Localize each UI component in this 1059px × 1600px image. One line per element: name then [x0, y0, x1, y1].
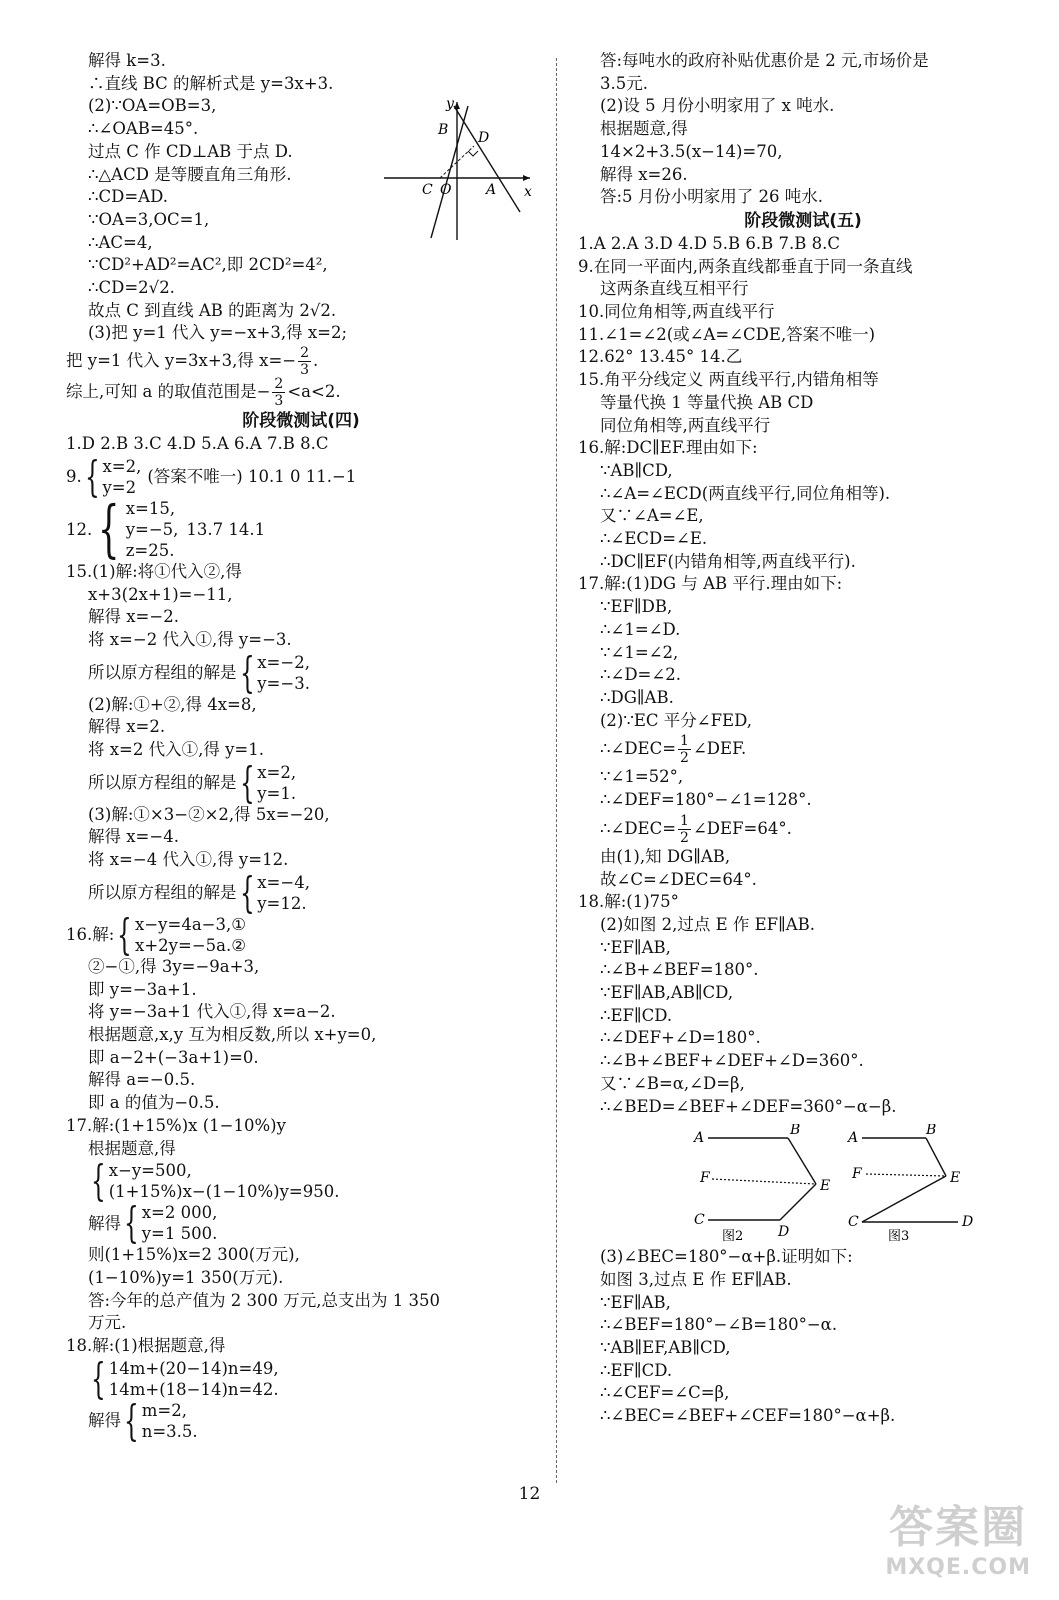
equation-row: z=25. [125, 540, 175, 560]
text-line: 3.5元. [600, 73, 648, 93]
watermark-url: MXQE.COM [885, 1555, 1031, 1580]
right-top-lines [578, 50, 1028, 209]
point-label-A: A [486, 182, 497, 198]
text-line: ∴∠CEF=∠C=β, [600, 1383, 730, 1403]
text-line: 同位角相等,两直线平行 [600, 415, 771, 435]
fraction: $\frac{2}{3}$ [300, 345, 310, 379]
fraction: $\frac{1}{2}$ [680, 733, 689, 767]
text-line: 即 a−2+(−3a+1)=0. [88, 1047, 259, 1067]
equation-row: y=1. [257, 783, 297, 803]
q17-right-mid [578, 766, 1028, 811]
text-line: ∵EF∥DB, [600, 597, 673, 617]
page-number: 12 [518, 1484, 541, 1504]
point-label-B: B [438, 122, 449, 138]
text-line: ∴∠B+∠BEF=180°. [600, 960, 759, 980]
point-label-C: C [422, 182, 433, 198]
text-line: 18.解:(1)根据题意,得 [66, 1336, 226, 1356]
text-line: (2)∵OA=OB=3, [88, 96, 217, 116]
text-line: ②−①,得 3y=−9a+3, [88, 956, 260, 976]
text-line: 答:5 月份小明家用了 26 吨水. [600, 187, 824, 207]
left-column [66, 50, 536, 1445]
equation-row: y=−5, [125, 519, 179, 539]
equation-row: x=2 000, [141, 1203, 218, 1223]
fraction: $\frac{1}{2}$ [680, 812, 689, 846]
text-line: ∴CD=2√2. [88, 278, 175, 298]
fig3-label-A: A [848, 1130, 859, 1147]
text-line: ∵OA=3,OC=1, [88, 209, 210, 229]
text-line: 将 x=−4 代入①,得 y=12. [88, 850, 289, 870]
text-line: ∵EF∥AB,AB∥CD, [600, 983, 734, 1003]
fig3-label-E: E [950, 1170, 961, 1187]
q18-head [66, 1335, 536, 1358]
text-line: 答:今年的总产值为 2 300 万元,总支出为 1 350 [88, 1290, 441, 1310]
text-line: ∴∠BEC=∠BEF+∠CEF=180°−α+β. [600, 1406, 896, 1426]
x-axis-label: x [524, 184, 532, 200]
text-line: ∴EF∥CD. [600, 1005, 673, 1025]
fig2-label-E: E [820, 1178, 831, 1195]
equation-row: m=2, [141, 1400, 187, 1420]
fig2-caption: 图2 [722, 1229, 744, 1245]
section-title-5: 阶段微测试(五) [744, 210, 862, 231]
text-line: (2)解:①+②,得 4x=8, [88, 694, 257, 714]
text-line: 14×2+3.5(x−14)=70, [600, 141, 783, 161]
text-line: 将 x=2 代入①,得 y=1. [88, 740, 264, 760]
equation-row: x=2, [102, 456, 142, 476]
fig2-label-F: F [700, 1170, 710, 1187]
text-line: 这两条直线互相平行 [600, 279, 749, 299]
text-line: ∴∠1=∠D. [600, 619, 681, 639]
text-line: ∴∠BEF=180°−∠B=180°−α. [600, 1315, 838, 1335]
equation-row: n=3.5. [141, 1421, 198, 1441]
text-line: (2)如图 2,过点 E 作 EF∥AB. [600, 914, 816, 934]
text-line: 解得 k=3. [88, 51, 166, 70]
text-line: 则(1+15%)x=2 300(万元), [88, 1245, 300, 1265]
text-line: 答:每吨水的政府补贴优惠价是 2 元,市场价是 [600, 51, 929, 70]
text-line: 由(1),知 DG∥AB, [600, 846, 731, 866]
text-line: 解得 x=−2. [88, 607, 179, 627]
text-line: 根据题意,x,y 互为相反数,所以 x+y=0, [88, 1024, 377, 1044]
q17-head [66, 1115, 536, 1160]
text-line: 过点 C 作 CD⊥AB 于点 D. [88, 141, 293, 161]
text-line: (1−10%)y=1 350(万元). [88, 1267, 284, 1287]
equation-row: y=2 [102, 477, 137, 497]
text-line: 12.62° 13.45° 14.乙 [578, 347, 743, 367]
equation-row: x=−2, [257, 652, 310, 672]
q18-system: { 14m+(20−14)n=49, 14m+(18−14)n=42. [91, 1353, 279, 1403]
frac-line-1: ∴∠DEC= $\frac{1}{2}$ ∠DEF. [600, 733, 747, 767]
q16-system: 16.解: { x−y=4a−3,① x+2y=−5a.② [66, 909, 247, 959]
text-line: 故点 C 到直线 AB 的距离为 2√2. [88, 300, 337, 320]
text-line: ∴∠OAB=45°. [88, 119, 199, 139]
text-line: ∵∠1=52°, [600, 767, 684, 787]
q16-lines [66, 956, 536, 1115]
text-line: 18.解:(1)75° [578, 892, 679, 912]
right-column [578, 50, 1028, 1428]
equation-row: x−y=500, [108, 1161, 192, 1181]
sec5-lines [578, 233, 1028, 732]
text-line: 根据题意,得 [600, 119, 688, 139]
q17-tail [66, 1244, 536, 1335]
y-axis-label: y [446, 100, 454, 112]
text-line: (2)∵EC 平分∠FED, [600, 710, 752, 730]
section-title-4: 阶段微测试(四) [242, 411, 360, 432]
text-line: 11.∠1=∠2(或∠A=∠CDE,答案不唯一) [578, 324, 876, 344]
range-line: 综上,可知 a 的取值范围是− $\frac{2}{3}$ <a<2. [66, 376, 341, 410]
text-line: ∴∠BED=∠BEF+∠DEF=360°−α−β. [600, 1096, 897, 1116]
text-line: 1.A 2.A 3.D 4.D 5.B 6.B 7.B 8.C [578, 233, 840, 253]
point-label-D: D [478, 130, 490, 146]
fig2-label-C: C [694, 1212, 705, 1229]
text-line: ∴∠D=∠2. [600, 665, 681, 685]
equation-row: x+2y=−5a.② [135, 935, 247, 955]
text-line: 9.在同一平面内,两条直线都垂直于同一条直线 [578, 256, 913, 276]
q15-solution-2: 所以原方程组的解是 { x=2, y=1. [88, 757, 297, 807]
equation-row: 14m+(18−14)n=42. [108, 1379, 279, 1399]
text-line: ∵AB∥CD, [600, 460, 673, 480]
q18-solution: 解得 { m=2, n=3.5. [88, 1395, 198, 1445]
text-line: ∴∠DEF+∠D=180°. [600, 1028, 761, 1048]
text-line: ∴EF∥CD. [600, 1360, 673, 1380]
equation-row: (1+15%)x−(1−10%)y=950. [108, 1182, 340, 1202]
equation-row: x=2, [257, 762, 297, 782]
equation-row: x=15, [125, 498, 176, 518]
q15-lines [66, 561, 536, 652]
text-line: 解得 x=26. [600, 164, 688, 184]
frac-line: 把 y=1 代入 y=3x+3,得 x=− $\frac{2}{3}$ . [66, 345, 319, 379]
mc-answers-4: 1.D 2.B 3.C 4.D 5.A 6.A 7.B 8.C [66, 434, 329, 454]
text-line: 15.(1)解:将①代入②,得 [66, 561, 242, 581]
text-line: ∴∠A=∠ECD(两直线平行,同位角相等). [600, 483, 891, 503]
text-line: ∴△ACD 是等腰直角三角形. [88, 164, 292, 184]
text-line: 16.解:DC∥EF.理由如下: [578, 438, 758, 458]
q9-system: 9. { x=2, y=2 (答案不唯一) 10.1 0 11.−1 [66, 451, 357, 501]
text-line: 解得 a=−0.5. [88, 1070, 196, 1090]
equation-row: 14m+(20−14)n=49, [108, 1358, 279, 1378]
fig3-caption: 图3 [888, 1229, 910, 1245]
q15c-lines [66, 804, 536, 872]
text-line: 根据题意,得 [88, 1138, 176, 1158]
text-line: 将 y=−3a+1 代入①,得 x=a−2. [88, 1002, 336, 1022]
text-line: (3)把 y=1 代入 y=−x+3,得 x=2; [88, 323, 348, 343]
text-line: ∵AB∥EF,AB∥CD, [600, 1338, 731, 1358]
text-line: ∴∠ECD=∠E. [600, 529, 708, 549]
figures-2-3 [686, 1124, 986, 1244]
text-line: ∴直线 BC 的解析式是 y=3x+3. [88, 73, 334, 93]
q17-solution: 解得 { x=2 000, y=1 500. [88, 1198, 218, 1248]
text-line: ∴DG∥AB. [600, 687, 674, 707]
text-line: (2)设 5 月份小明家用了 x 吨水. [600, 96, 835, 116]
fig3-label-C: C [848, 1214, 859, 1231]
fraction: $\frac{2}{3}$ [274, 376, 284, 410]
text-line: ∴∠DEF=180°−∠1=128°. [600, 790, 812, 810]
text-line: 万元. [88, 1313, 127, 1333]
text-line: ∵EF∥AB, [600, 937, 671, 957]
text-line: 又∵∠B=α,∠D=β, [600, 1073, 745, 1093]
text-line: 如图 3,过点 E 作 EF∥AB. [600, 1269, 792, 1289]
text-line: 即 a 的值为−0.5. [88, 1093, 220, 1113]
point-label-O: O [440, 182, 452, 198]
q15-solution-3: 所以原方程组的解是 { x=−4, y=12. [88, 867, 310, 917]
q18-right-tail [578, 1246, 1028, 1428]
equation-row: y=−3. [257, 673, 310, 693]
q17-system: { x−y=500, (1+15%)x−(1−10%)y=950. [91, 1156, 340, 1206]
text-line: 即 y=−3a+1. [88, 979, 197, 999]
text-line: 等量代换 1 等量代换 AB CD [600, 392, 814, 412]
fig2-label-B: B [790, 1124, 801, 1139]
text-line: (3)解:①×3−②×2,得 5x=−20, [88, 804, 330, 824]
text-line: 将 x=−2 代入①,得 y=−3. [88, 629, 292, 649]
text-line: 15.角平分线定义 两直线平行,内错角相等 [578, 370, 879, 390]
text-line: (3)∠BEC=180°−α+β.证明如下: [600, 1247, 853, 1267]
text-line: 故∠C=∠DEC=64°. [600, 869, 757, 889]
text-line: ∴AC=4, [88, 232, 153, 252]
text-line: ∵CD²+AD²=AC²,即 2CD²=4², [88, 255, 328, 275]
q12-system: 12. { x=15, y=−5, z=25. 13.7 14.1 [66, 492, 266, 566]
q17-right-tail [578, 846, 1028, 1118]
text-line: ∵∠1=∠2, [600, 642, 679, 662]
fig3-label-D: D [962, 1214, 974, 1231]
column-divider [556, 58, 557, 1483]
coordinate-graph [382, 100, 534, 242]
frac-line-2: ∴∠DEC= $\frac{1}{2}$ ∠DEF=64°. [600, 812, 792, 846]
text-line: ∴CD=AD. [88, 187, 168, 207]
fig2-label-D: D [778, 1224, 790, 1241]
text-line: 又∵∠A=∠E, [600, 506, 704, 526]
text-line: ∵EF∥AB, [600, 1292, 671, 1312]
text-line: 解得 x=2. [88, 717, 166, 737]
q15b-lines [66, 694, 536, 762]
text-line: 17.解:(1+15%)x (1−10%)y [66, 1115, 286, 1135]
equation-row: x=−4, [257, 872, 310, 892]
fig3-label-F: F [852, 1166, 862, 1183]
q15-solution-1: 所以原方程组的解是 { x=−2, y=−3. [88, 647, 310, 697]
equation-row: x−y=4a−3,① [135, 914, 247, 934]
text-line: 10.同位角相等,两直线平行 [578, 302, 775, 322]
watermark [885, 1491, 1031, 1580]
text-line: 17.解:(1)DG 与 AB 平行.理由如下: [578, 574, 843, 594]
fig3-label-B: B [926, 1124, 937, 1139]
text-line: 解得 x=−4. [88, 827, 179, 847]
equation-row: y=1 500. [141, 1224, 218, 1244]
text-line: ∴∠B+∠BEF+∠DEF+∠D=360°. [600, 1051, 864, 1071]
fig2-label-A: A [694, 1130, 705, 1147]
text-line: ∴DC∥EF(内错角相等,两直线平行). [600, 551, 856, 571]
text-line: x+3(2x+1)=−11, [88, 584, 233, 604]
watermark-logo: 答案圈 [889, 1502, 1028, 1553]
equation-row: y=12. [257, 893, 307, 913]
